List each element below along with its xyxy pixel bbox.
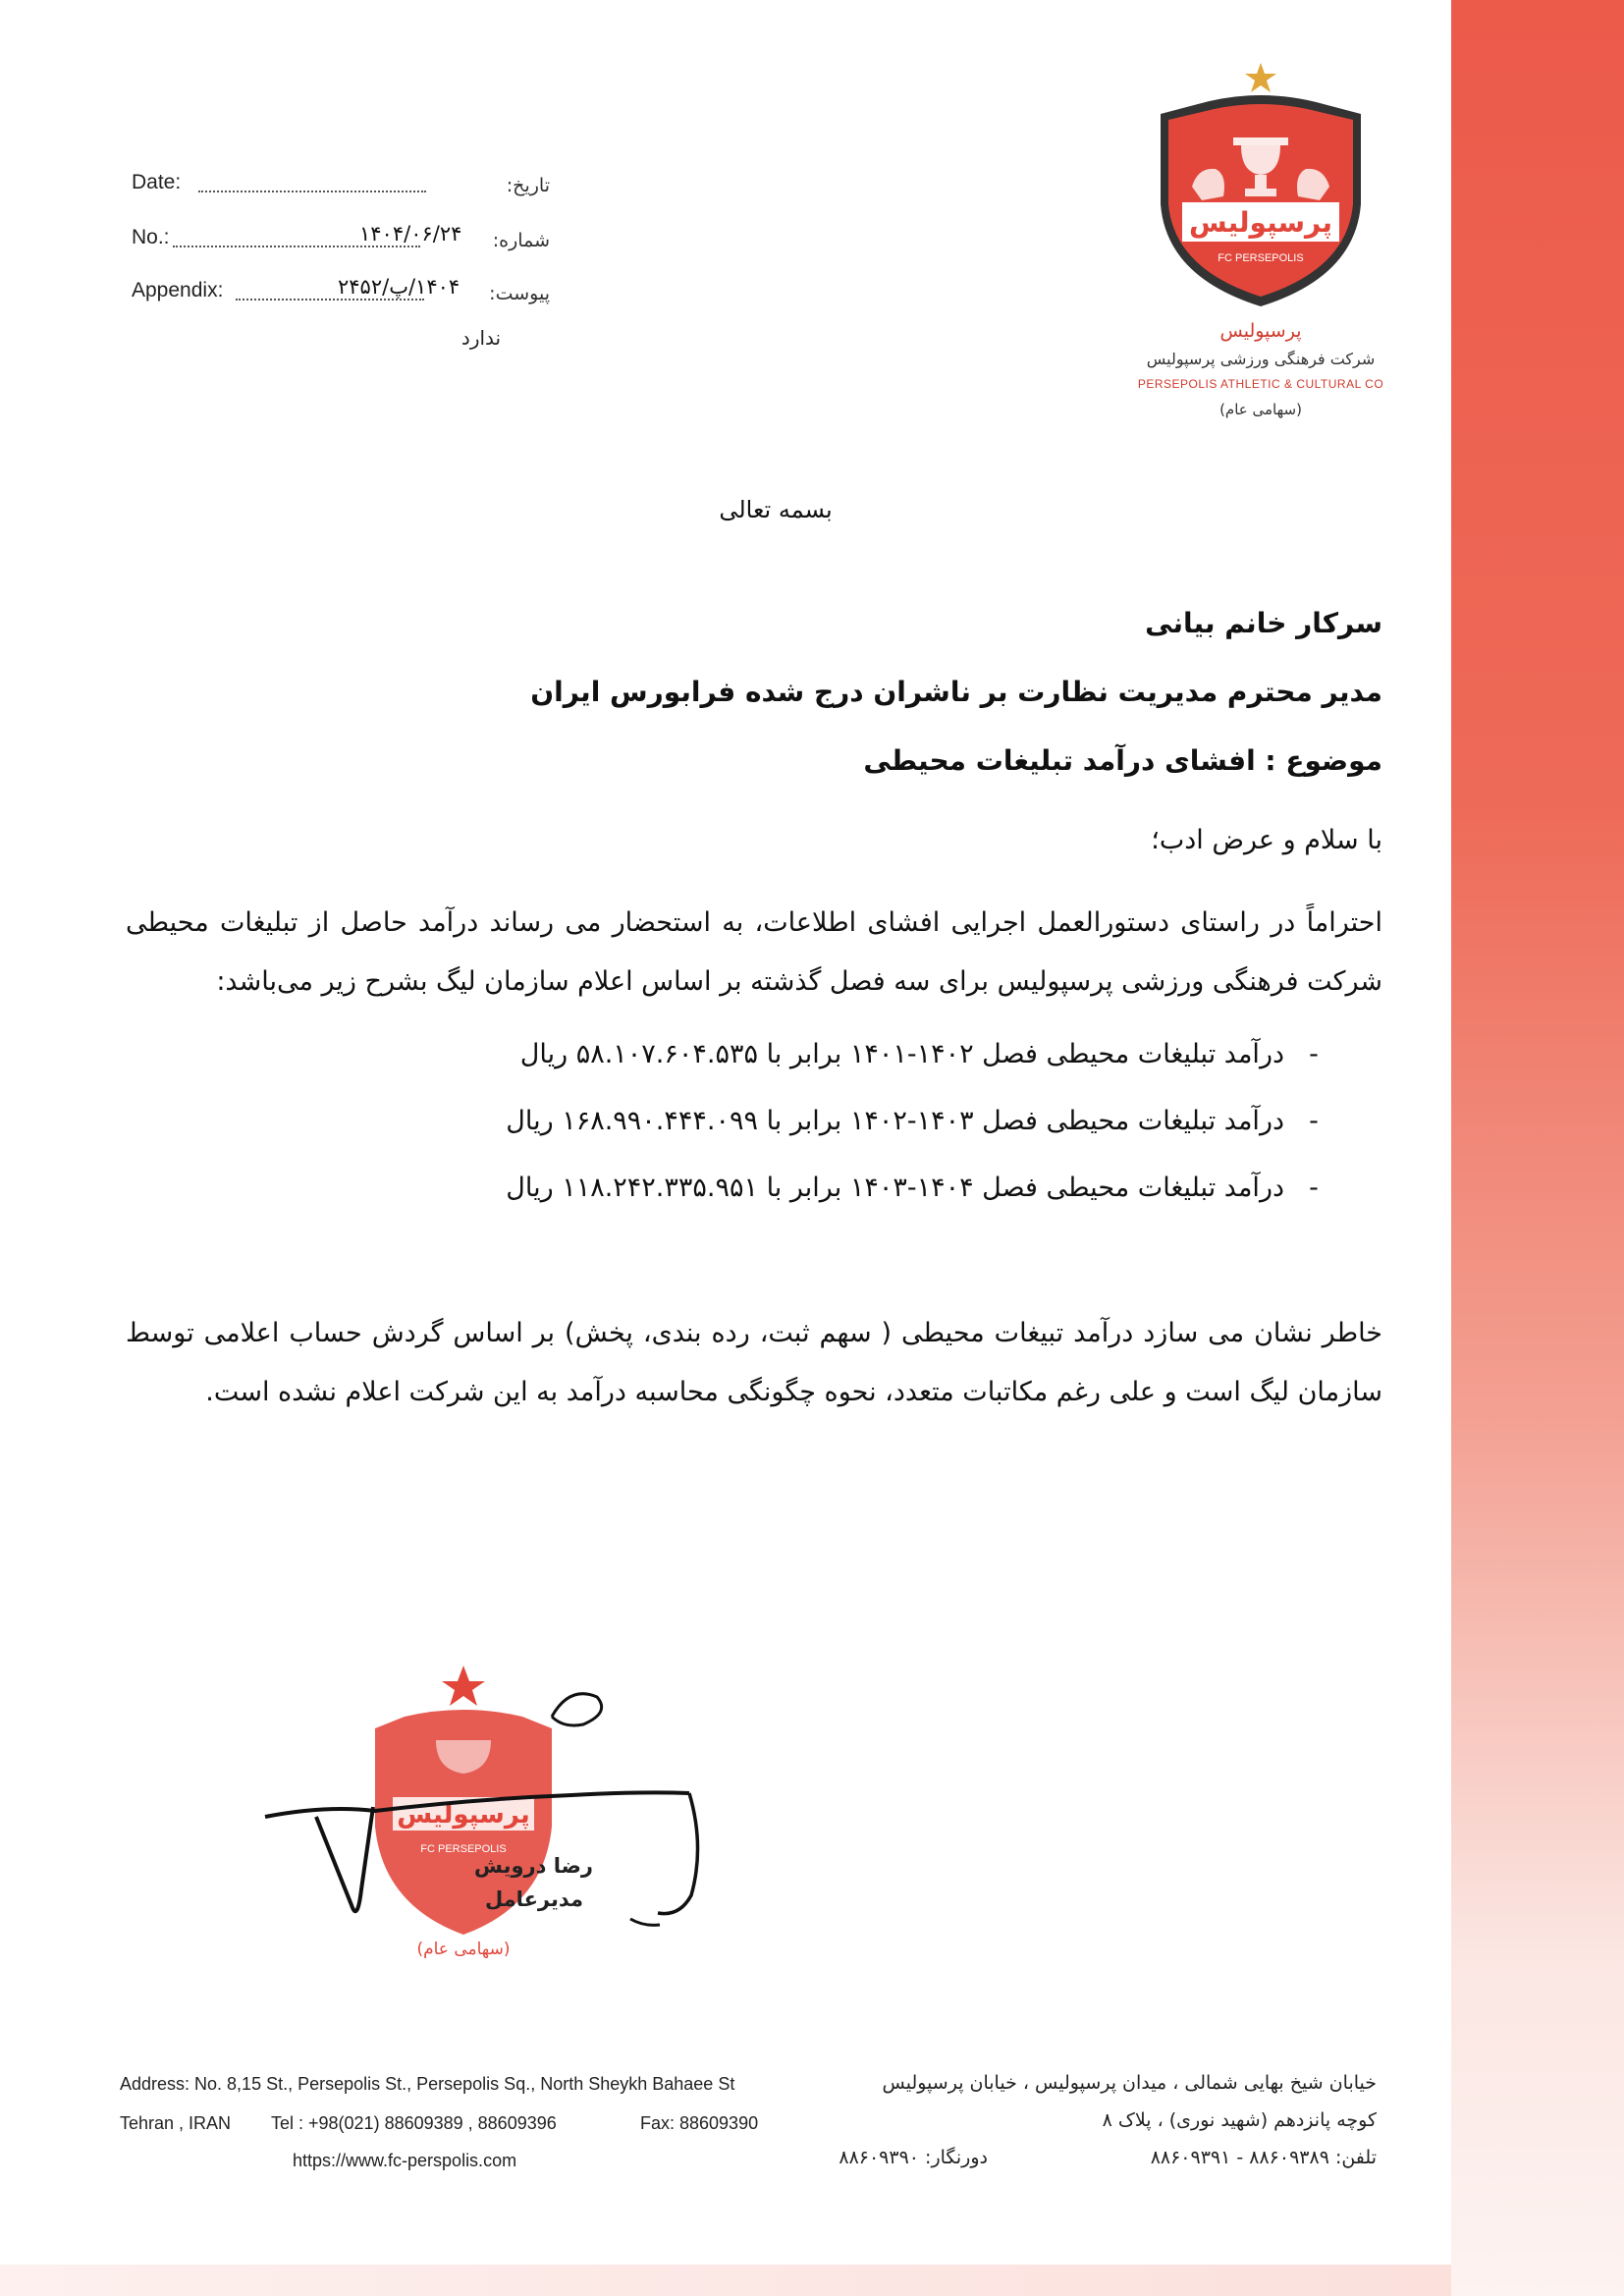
revenue-list: [361, 1039, 1343, 1239]
appendix-field: [128, 271, 550, 310]
list-item-text: درآمد تبلیغات محیطی فصل ۱۴۰۲-۱۴۰۱ برابر با ۵۸.۱۰۷.۶۰۴.۵۳۵ ریال: [519, 1039, 1284, 1069]
logo-club-en: FC PERSEPOLIS: [1218, 252, 1304, 264]
cup-rim-icon: [1233, 137, 1288, 145]
letter-subject: موضوع : افشای درآمد تبلیغات محیطی: [863, 744, 1382, 777]
appendix-dotted-line: [236, 299, 424, 301]
number-dotted-line: [173, 246, 420, 247]
recipient-title: مدیر محترم مدیریت نظارت بر ناشران درج شده فرابورس ایران: [530, 676, 1382, 708]
number-field: [128, 218, 550, 257]
footer-fax-en: Fax: 88609390: [640, 2113, 759, 2133]
logo-public-fa: (سهامی عام): [1219, 401, 1302, 418]
stamp-star-icon: [442, 1666, 485, 1706]
footer-tel-en: Tel : +98(021) 88609389 , 88609396: [271, 2113, 557, 2133]
decorative-sidebar: [1451, 0, 1624, 2296]
footer-address-fa-2: کوچه پانزدهم (شهید نوری) ، پلاک ۸: [1102, 2109, 1377, 2131]
list-item-text: درآمد تبلیغات محیطی فصل ۱۴۰۳-۱۴۰۲ برابر با ۱۶۸.۹۹۰.۴۴۴.۰۹۹ ریال: [506, 1106, 1284, 1136]
number-value: ۱۴۰۴/۰۶/۲۴: [359, 222, 462, 246]
footer-address-en: Address: No. 8,15 St., Persepolis St., Persepolis Sq., North Sheykh Bahaee St: [120, 2074, 735, 2094]
logo-company-en: PERSEPOLIS ATHLETIC & CULTURAL CO: [1137, 377, 1384, 391]
date-dotted-line: [198, 191, 426, 192]
list-item: [361, 1173, 1343, 1239]
stamp-public-fa: (سهامی عام): [416, 1940, 511, 1959]
list-item: [361, 1039, 1343, 1106]
bullet-dash: -: [1309, 1039, 1319, 1069]
list-item-text: درآمد تبلیغات محیطی فصل ۱۴۰۴-۱۴۰۳ برابر با ۱۱۸.۲۴۲.۳۳۵.۹۵۱ ریال: [506, 1173, 1284, 1203]
footer-city-en: Tehran , IRAN: [120, 2113, 232, 2133]
recipient-name: سرکار خانم بیانی: [1145, 607, 1382, 639]
stamp-wordmark: پرسپولیس: [397, 1800, 530, 1830]
footer-fax-fa: دورنگار: ۸۸۶۰۹۳۹۰: [839, 2147, 988, 2168]
company-stamp: [257, 1660, 709, 1984]
star-icon: [1245, 63, 1276, 92]
footer-address-fa-1: خیابان شیخ بهایی شمالی ، میدان پرسپولیس ، خیابان پرسپولیس: [882, 2072, 1377, 2094]
date-label-fa: تاریخ:: [506, 175, 550, 196]
letter-greeting: با سلام و عرض ادب؛: [1151, 825, 1382, 855]
letter-heading: بسمه تعالی: [719, 496, 833, 523]
footer-tel-fa: تلفن: ۸۸۶۰۹۳۸۹ - ۸۸۶۰۹۳۹۱: [1150, 2147, 1377, 2168]
appendix-value: ۱۴۰۴/پ/۲۴۵۲: [338, 275, 460, 299]
no-appendix-note: ندارد: [460, 326, 502, 350]
list-item: [361, 1106, 1343, 1173]
date-field: [128, 163, 550, 202]
signatory-title: مدیرعامل: [484, 1887, 583, 1911]
footer-website[interactable]: https://www.fc-perspolis.com: [293, 2151, 517, 2170]
number-label-en: No.:: [132, 226, 170, 248]
logo-company-fa: شرکت فرهنگی ورزشی پرسپولیس: [1146, 350, 1376, 368]
date-label-en: Date:: [132, 171, 182, 193]
appendix-label-en: Appendix:: [132, 279, 224, 301]
logo-wordmark: پرسپولیس: [1189, 206, 1332, 239]
stamp-club-en: FC PERSEPOLIS: [420, 1843, 507, 1855]
number-label-fa: شماره:: [492, 230, 550, 251]
persepolis-logo: [1147, 57, 1375, 310]
logo-name-fa: پرسپولیس: [1219, 320, 1302, 342]
paragraph-note: خاطر نشان می سازد درآمد تبیغات محیطی ( سهم ثبت، رده بندی، پخش) بر اساس گردش حساب اعلامی توسط سازمان لیگ است و علی رغم مکاتبات متعدد، نحوه چگونگی محاسبه درآمد به این شرکت اعلام نشده است.: [126, 1318, 1382, 1407]
appendix-label-fa: پیوست:: [489, 283, 550, 304]
signatory-name: رضا درویش: [473, 1854, 593, 1878]
paragraph-intro: احتراماً در راستای دستورالعمل اجرایی افشای اطلاعات، به استحضار می رساند درآمد حاصل از تبلیغات محیطی شرکت فرهنگی ورزشی پرسپولیس برای سه فصل گذشته بر اساس اعلام سازمان لیگ بشرح زیر می‌باشد:: [126, 907, 1382, 997]
decorative-bottom-band: [0, 2265, 1451, 2296]
bullet-dash: -: [1309, 1173, 1319, 1203]
bullet-dash: -: [1309, 1106, 1319, 1136]
